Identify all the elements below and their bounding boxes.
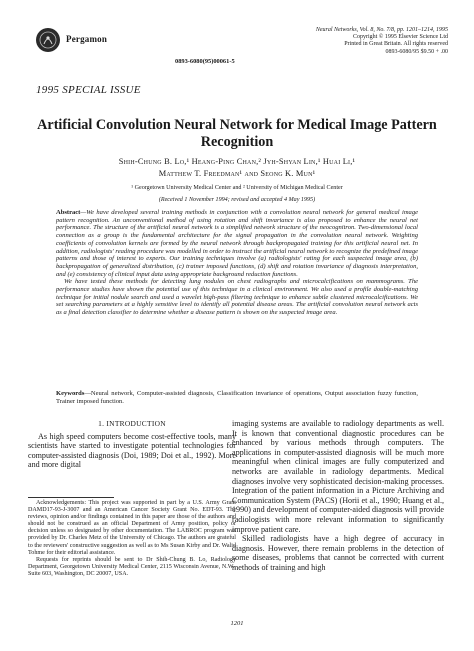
authors-line-1: Shih-Chung B. Lo,¹ Heang-Ping Chan,² Jyh-Shyan Lin,¹ Huai Li,¹ [118,157,356,166]
acknowledgements: Acknowledgements: This project was supported in part by a U.S. Army Grant DAMD17-93-J-3007 and an American Cancer Society Grant No. EDT-93. The reviews, opinion and/or findings contained in this paper are those of the authors and should not be construed as an official Department of Army position, policy or decision unless so designated by other documentation. The LABROC program was provided by Dr. Charles Metz of the University of Chicago. The authors are grateful to the reviewers' constructive suggestion as well as to Ms Susan Kirby and Dr. Walid Tohme for their editorial assistance. [28,500,236,556]
journal-citation: Neural Networks, Vol. 8, No. 7/8, pp. 1201–1214, 1995 [315,27,448,33]
article-code: 0893-6080(95)00061-5 [175,58,235,65]
publisher-name: Pergamon [66,34,108,44]
keywords [56,390,418,405]
journal-info [316,27,448,56]
reprint-request: Requests for reprints should be sent to Dr Shih-Chung B. Lo, Radiology Department, Georgetown University Medical Center, 2115 Wisconsin Avenue, N.W., Suite 603, Washington, DC 20007, USA. [28,556,236,577]
received-dates: (Received 1 November 1994; revised and accepted 4 May 1995) [158,197,316,203]
abstract-paragraph-2: We have tested these methods for detecting lung nodules on chest radiographs and microcalcifications on mammograms. The performance studies have shown the potential use of this technique in a clinical environment. We also used a profile double-matching technique for initial nodule search and used a wavelet high-pass filtering technique to enhance subtle clustered microcalcifications. We set searching parameters at a highly sensitive level to identify all potential disease areas. The artificial convolution neural network acts as a final detection classifier to determine whether a disease pattern is shown on the suspected image area. [56,278,418,317]
keywords-text: —Neural network, Computer-assisted diagnosis, Classification invariance of operations, Output association fuzzy function, Trainer imposed function. [56,390,418,405]
intro-paragraph-left: As high speed computers become cost-effective tools, many scientists have started to investigate potential technologies for computer-assisted diagnosis (Doi, 1989; Doi et al., 1992). More and more digital [28,431,236,470]
abstract [56,209,418,317]
left-column [28,419,236,470]
issue-label: 1995 SPECIAL ISSUE [36,84,141,96]
copyright-line: Copyright © 1995 Elsevier Science Ltd [352,34,448,41]
publisher-logo [36,28,60,52]
keywords-lead: Keywords [56,390,85,397]
footnote-divider [28,497,114,498]
section-heading: 1. INTRODUCTION [98,419,166,428]
affiliations: ¹ Georgetown University Medical Center and ² University of Michigan Medical Center [131,185,343,191]
right-column [232,419,444,573]
issn-line: 0893-6080/95 $9.50 + .00 [385,48,448,55]
footnote [28,500,236,578]
paper-title: Artificial Convolution Neural Network for Medical Image Pattern Recognition [37,117,437,150]
abstract-paragraph-1: —We have developed several training methods in conjunction with a convolution neural network for general medical image pattern recognition. An unconventional method of using rotation and shift invariance is also proposed to enhance the neural net performance. The structure of the artificial neural network is a simplified network structure of the neocognitron. Two-dimensional local connection as a group is the fundamental architecture for the signal propagation in the convolution neural network. Weighting coefficients of convolution kernels are formed by the neural network through backpropagated training for this artificial neural net. In addition, radiologists' reading procedure was modelled in order to instruct the artificial neural network to recognize the predefined image patterns and those of interest to experts. Our training techniques involve (a) radiologists' rating for each suspected image area, (b) backpropagation of generalized distribution, (c) trainer imposed functions, (d) shift and rotation invariance of diagnosis interpretation, and (e) consistency of clinical input data using appropriate background reduction functions. [56,209,418,278]
abstract-lead: Abstract [56,209,81,216]
printed-line: Printed in Great Britain. All rights reserved [344,41,448,48]
intro-paragraph-right-2: Skilled radiologists have a high degree of accuracy in diagnosis. However, there remain problems in the detection of some diseases, problems that cannot be corrected with current methods of training and high [232,534,444,572]
page-number: 1201 [230,620,244,627]
authors-line-2: Matthew T. Freedman¹ and Seong K. Mun¹ [158,169,316,178]
intro-paragraph-right-1: imaging systems are available to radiology departments as well. It is known that conventional diagnostic procedures can be enhanced by various methods through computers. The applications in computer-assisted diagnosis will be much more meaningful when clinical images are fully computerized and networks are available in radiology departments. Medical diagnoses involve very sophisticated decision-making processes. Integration of the patient information in a Picture Archiving and Communication System (PACS) (Horii et al., 1990; Huang et al., 1990) and development of computer-aided diagnosis will provide radiologists with more relevant information to significantly improve patient care. [232,419,444,534]
author-list [36,156,438,180]
